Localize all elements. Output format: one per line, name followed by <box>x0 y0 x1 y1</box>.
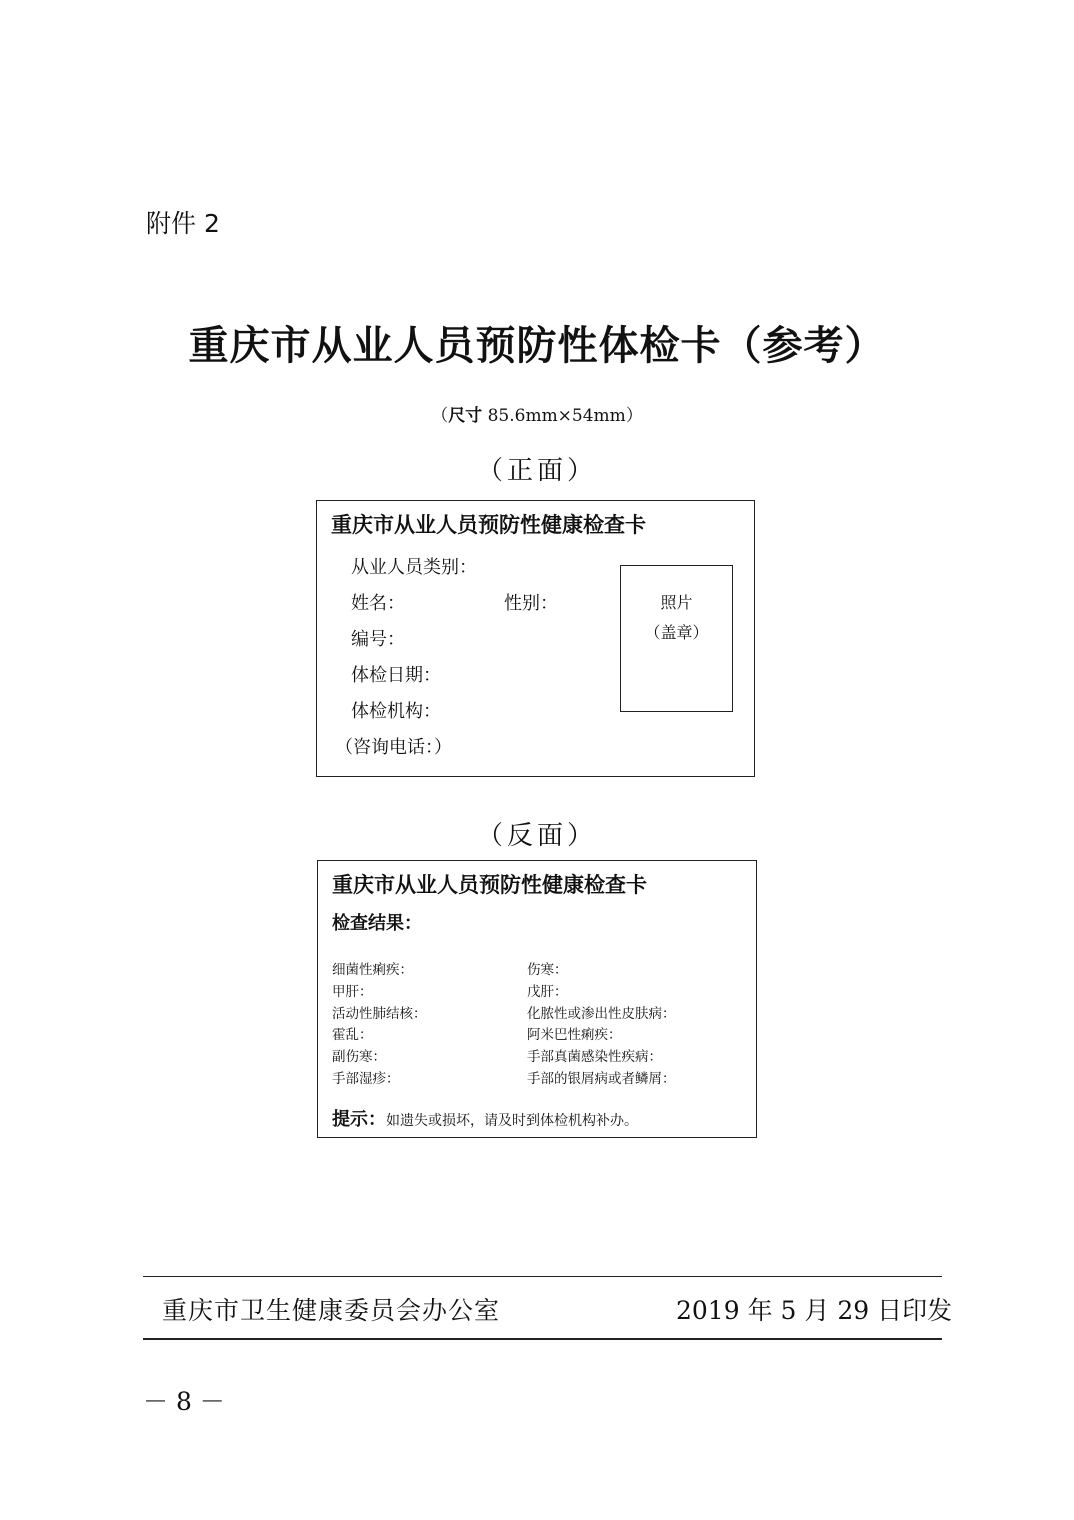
disease-list-left <box>332 960 427 1091</box>
results-heading: 检查结果： <box>332 913 422 934</box>
field-phone: （咨询电话：） <box>335 737 452 758</box>
disease-item: 细菌性痢疾： <box>332 962 413 978</box>
disease-item: 活动性肺结核： <box>332 1005 427 1022</box>
disease-item: 手部湿疹： <box>332 1070 400 1087</box>
disease-item: 霍乱： <box>332 1027 373 1044</box>
attachment-label: 附件 2 <box>146 209 220 238</box>
front-card-title: 重庆市从业人员预防性健康检查卡 <box>331 513 646 537</box>
tip <box>332 1105 638 1131</box>
disease-item: 甲肝： <box>332 983 373 1000</box>
footer-bottom-rule <box>143 1338 942 1340</box>
disease-item: 阿米巴性痢疾： <box>527 1027 622 1044</box>
photo-label: 照片 <box>660 593 693 612</box>
size-note-label: 尺寸 <box>448 406 483 426</box>
disease-item: 伤寒： <box>527 962 568 978</box>
issue-date: 2019 年 5 月 29 日印发 <box>676 1296 953 1325</box>
size-note-value: 85.6mm×54mm <box>487 406 626 426</box>
tip-text: 如遗失或损坏，请及时到体检机构补办。 <box>386 1113 638 1129</box>
field-number: 编号： <box>351 629 405 650</box>
disease-item: 手部的银屑病或者鳞屑： <box>527 1070 676 1087</box>
back-card-title: 重庆市从业人员预防性健康检查卡 <box>332 873 647 897</box>
disease-item: 戊肝： <box>527 983 568 1000</box>
tip-label: 提示： <box>332 1109 386 1130</box>
stamp-label: （盖章） <box>644 623 709 642</box>
page-number: － 8 － <box>143 1387 225 1416</box>
disease-item: 副伤寒： <box>332 1049 386 1066</box>
disease-list-right <box>527 960 676 1091</box>
document-title: 重庆市从业人员预防性体检卡（参考） <box>188 322 886 369</box>
field-exam-date: 体检日期： <box>351 665 441 686</box>
issuer-name: 重庆市卫生健康委员会办公室 <box>162 1296 501 1325</box>
back-side-label: （反面） <box>476 821 597 851</box>
size-note-close: ） <box>625 406 643 426</box>
field-name: 姓名： <box>351 593 405 614</box>
footer-top-rule <box>143 1276 942 1277</box>
field-category: 从业人员类别： <box>351 557 477 578</box>
card-back <box>317 860 757 1138</box>
size-note <box>0 401 1074 426</box>
disease-item: 手部真菌感染性疾病： <box>527 1049 662 1066</box>
field-institution: 体检机构： <box>351 701 441 722</box>
size-note-open: （ <box>431 406 449 426</box>
field-gender: 性别： <box>504 593 558 614</box>
disease-item: 化脓性或渗出性皮肤病： <box>527 1005 676 1022</box>
photo-placeholder <box>620 565 733 712</box>
card-front <box>316 500 755 777</box>
front-side-label: （正面） <box>476 456 597 486</box>
